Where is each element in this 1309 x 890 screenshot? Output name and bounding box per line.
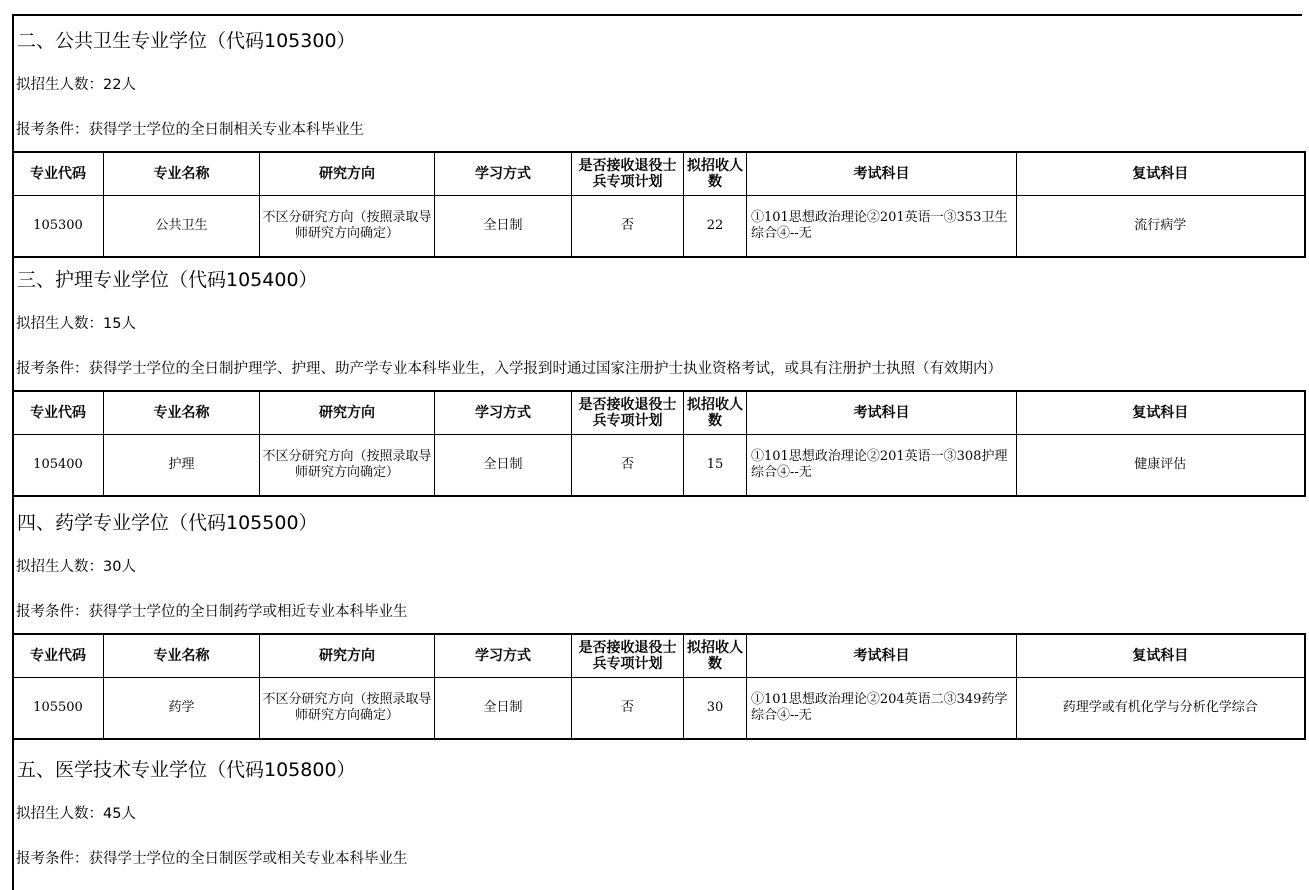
cell-direction: 不区分研究方向（按照录取导师研究方向确定） <box>260 435 435 497</box>
cell-veteran: 否 <box>572 678 684 740</box>
cell-name: 公共卫生 <box>104 196 260 258</box>
header-code: 专业代码 <box>13 391 104 435</box>
enroll-count: 拟招生人数：22人 <box>16 77 136 93</box>
cell-exam: ①101思想政治理论②204英语二③349药学综合④--无 <box>747 678 1017 740</box>
cell-code: 105300 <box>13 196 104 258</box>
cell-veteran: 否 <box>572 435 684 497</box>
header-count: 拟招收人数 <box>684 634 747 678</box>
cell-direction: 不区分研究方向（按照录取导师研究方向确定） <box>260 678 435 740</box>
cell-veteran: 否 <box>572 196 684 258</box>
header-count: 拟招收人数 <box>684 391 747 435</box>
header-retest: 复试科目 <box>1017 634 1305 678</box>
table-header-row <box>13 391 1305 435</box>
cell-count: 15 <box>684 435 747 497</box>
table-row <box>13 435 1305 497</box>
cell-name: 药学 <box>104 678 260 740</box>
admission-document <box>12 14 1302 890</box>
header-exam: 考试科目 <box>747 152 1017 196</box>
cell-exam: ①101思想政治理论②201英语一③353卫生综合④--无 <box>747 196 1017 258</box>
program-table <box>12 390 1306 497</box>
section-title: 二、公共卫生专业学位（代码105300） <box>17 30 356 52</box>
table-row <box>13 196 1305 258</box>
cell-retest: 流行病学 <box>1017 196 1305 258</box>
enroll-count: 拟招生人数：45人 <box>16 806 136 822</box>
cell-mode: 全日制 <box>435 678 572 740</box>
cell-count: 22 <box>684 196 747 258</box>
header-exam: 考试科目 <box>747 634 1017 678</box>
header-veteran: 是否接收退役士兵专项计划 <box>572 391 684 435</box>
section-title: 三、护理专业学位（代码105400） <box>17 269 318 291</box>
header-direction: 研究方向 <box>260 634 435 678</box>
table-header-row <box>13 634 1305 678</box>
cell-mode: 全日制 <box>435 435 572 497</box>
cell-count: 30 <box>684 678 747 740</box>
table-header-row <box>13 152 1305 196</box>
header-direction: 研究方向 <box>260 152 435 196</box>
cell-exam: ①101思想政治理论②201英语一③308护理综合④--无 <box>747 435 1017 497</box>
cell-code: 105500 <box>13 678 104 740</box>
enroll-count: 拟招生人数：15人 <box>16 316 136 332</box>
admission-condition: 报考条件：获得学士学位的全日制医学或相关专业本科毕业生 <box>16 851 408 867</box>
enroll-count: 拟招生人数：30人 <box>16 559 136 575</box>
cell-mode: 全日制 <box>435 196 572 258</box>
header-exam: 考试科目 <box>747 391 1017 435</box>
header-code: 专业代码 <box>13 634 104 678</box>
section-title: 四、药学专业学位（代码105500） <box>17 512 318 534</box>
section-title: 五、医学技术专业学位（代码105800） <box>17 759 356 781</box>
program-table <box>12 151 1306 258</box>
admission-condition: 报考条件：获得学士学位的全日制相关专业本科毕业生 <box>16 122 364 138</box>
table-row <box>13 678 1305 740</box>
header-mode: 学习方式 <box>435 634 572 678</box>
header-name: 专业名称 <box>104 634 260 678</box>
admission-condition: 报考条件：获得学士学位的全日制护理学、护理、助产学专业本科毕业生，入学报到时通过国家注册护士执业资格考试，或具有注册护士执照（有效期内） <box>16 361 1002 377</box>
header-veteran: 是否接收退役士兵专项计划 <box>572 634 684 678</box>
header-name: 专业名称 <box>104 391 260 435</box>
header-code: 专业代码 <box>13 152 104 196</box>
header-mode: 学习方式 <box>435 391 572 435</box>
header-veteran: 是否接收退役士兵专项计划 <box>572 152 684 196</box>
cell-name: 护理 <box>104 435 260 497</box>
cell-code: 105400 <box>13 435 104 497</box>
header-retest: 复试科目 <box>1017 391 1305 435</box>
cell-direction: 不区分研究方向（按照录取导师研究方向确定） <box>260 196 435 258</box>
header-count: 拟招收人数 <box>684 152 747 196</box>
cell-retest: 药理学或有机化学与分析化学综合 <box>1017 678 1305 740</box>
header-name: 专业名称 <box>104 152 260 196</box>
header-direction: 研究方向 <box>260 391 435 435</box>
program-table <box>12 633 1306 740</box>
cell-retest: 健康评估 <box>1017 435 1305 497</box>
header-retest: 复试科目 <box>1017 152 1305 196</box>
header-mode: 学习方式 <box>435 152 572 196</box>
admission-condition: 报考条件：获得学士学位的全日制药学或相近专业本科毕业生 <box>16 604 408 620</box>
